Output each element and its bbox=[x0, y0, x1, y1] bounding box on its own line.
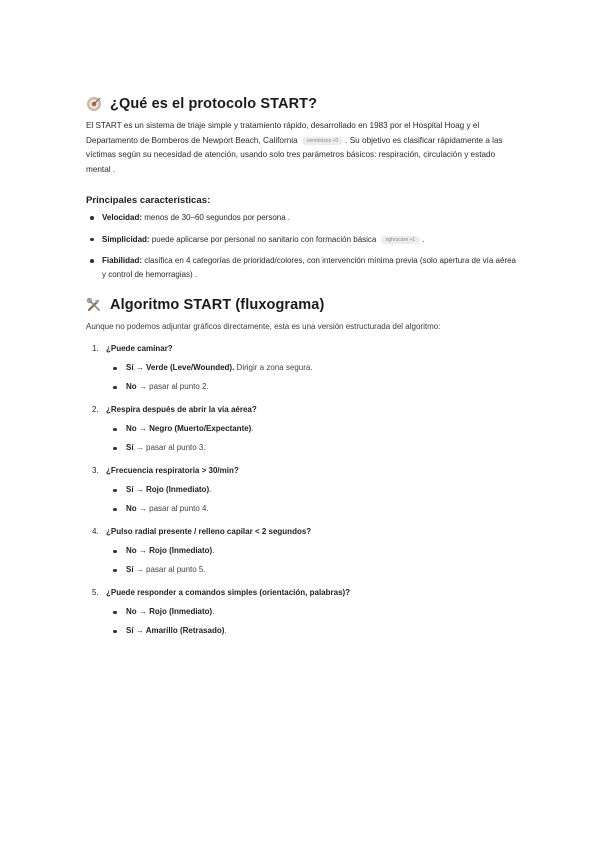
characteristics-list bbox=[86, 211, 518, 289]
step-group bbox=[92, 342, 512, 394]
answer-bold: Sí bbox=[126, 565, 134, 574]
answer-bold: Sí → Verde (Leve/Wounded). bbox=[126, 363, 235, 372]
item-text: puede aplicarse por personal no sanitario con formación básica bbox=[151, 234, 377, 244]
section-heading-algorithm bbox=[86, 297, 324, 313]
target-icon bbox=[86, 96, 102, 112]
answer-bold: No bbox=[126, 504, 137, 513]
step-answer bbox=[92, 380, 512, 394]
item-label: Fiabilidad: bbox=[102, 256, 142, 265]
answer-bold: Sí bbox=[126, 443, 134, 452]
step-answer bbox=[92, 441, 512, 455]
step-answer bbox=[92, 422, 512, 436]
answer-rest: → pasar al punto 5. bbox=[133, 565, 206, 574]
step-answer bbox=[92, 605, 512, 619]
step-number: 4. bbox=[92, 527, 99, 536]
step-answer bbox=[92, 544, 512, 558]
item-label: Simplicidad: bbox=[102, 234, 150, 244]
answer-bold: Sí → Amarillo (Retrasado) bbox=[126, 626, 225, 635]
step-answer bbox=[92, 361, 512, 375]
answer-rest: → pasar al punto 4. bbox=[136, 504, 209, 513]
step-question-text: ¿Puede caminar? bbox=[106, 344, 173, 353]
step-group bbox=[92, 525, 512, 577]
list-item bbox=[86, 254, 518, 281]
step-question bbox=[92, 342, 512, 356]
algorithm-steps bbox=[92, 342, 512, 647]
step-answer bbox=[92, 483, 512, 497]
tools-icon bbox=[86, 297, 102, 313]
answer-rest: . bbox=[224, 626, 227, 635]
step-group bbox=[92, 586, 512, 638]
item-text: . bbox=[422, 234, 425, 244]
step-number: 2. bbox=[92, 405, 99, 414]
step-number: 3. bbox=[92, 466, 99, 475]
intro-paragraph bbox=[86, 119, 518, 177]
step-question bbox=[92, 403, 512, 417]
answer-rest: . bbox=[212, 607, 215, 616]
answer-bold: Sí → Rojo (Inmediato) bbox=[126, 485, 210, 494]
step-answer bbox=[92, 624, 512, 638]
step-group bbox=[92, 403, 512, 455]
item-text: menos de 30–60 segundos por persona . bbox=[144, 213, 291, 222]
answer-rest: Dirigir a zona segura. bbox=[234, 363, 313, 372]
step-number: 5. bbox=[92, 588, 99, 597]
step-answer bbox=[92, 502, 512, 516]
answer-bold: No → Rojo (Inmediato) bbox=[126, 607, 213, 616]
list-item bbox=[86, 233, 518, 247]
answer-bold: No bbox=[126, 382, 137, 391]
step-group bbox=[92, 464, 512, 516]
item-text: clasifica en 4 categorías de prioridad/colores, con intervención mínima previa (solo apertura de vía aérea y control de hemorragias) . bbox=[102, 256, 516, 279]
section-title: ¿Qué es el protocolo START? bbox=[110, 96, 318, 112]
step-question-text: ¿Pulso radial presente / relleno capilar < 2 segundos? bbox=[106, 527, 312, 536]
paragraph-text: El START es un sistema de triaje simple y tratamiento rápido, desarrollado en 1983 por el Hospital Hoag y el Departamento de Bomberos de Newport Beach, California bbox=[86, 121, 480, 145]
characteristics-heading: Principales características: bbox=[86, 195, 211, 206]
step-question-text: ¿Respira después de abrir la vía aérea? bbox=[106, 405, 257, 414]
step-question-text: ¿Puede responder a comandos simples (orientación, palabras)? bbox=[106, 588, 351, 597]
source-chip[interactable]: cemtrinsos +0 bbox=[302, 137, 343, 145]
answer-rest: → pasar al punto 2. bbox=[136, 382, 209, 391]
source-chip[interactable]: nghrucare +1 bbox=[381, 236, 421, 244]
step-answer bbox=[92, 563, 512, 577]
list-item bbox=[86, 211, 518, 225]
answer-rest: . bbox=[251, 424, 254, 433]
answer-rest: → pasar al punto 3. bbox=[133, 443, 206, 452]
answer-rest: . bbox=[212, 546, 215, 555]
section-title: Algoritmo START (fluxograma) bbox=[110, 297, 325, 313]
answer-rest: . bbox=[209, 485, 212, 494]
answer-bold: No → Rojo (Inmediato) bbox=[126, 546, 213, 555]
item-label: Velocidad: bbox=[102, 213, 143, 222]
answer-bold: No → Negro (Muerto/Expectante) bbox=[126, 424, 252, 433]
algorithm-intro: Aunque no podemos adjuntar gráficos directamente, esta es una versión estructurada del algoritmo: bbox=[86, 322, 441, 331]
section-heading-start bbox=[86, 96, 317, 112]
step-question bbox=[92, 586, 512, 600]
step-question bbox=[92, 525, 512, 539]
step-question-text: ¿Frecuencia respiratoria > 30/min? bbox=[106, 466, 239, 475]
step-question bbox=[92, 464, 512, 478]
step-number: 1. bbox=[92, 344, 99, 353]
paragraph-text: . Su objetivo es clasificar rápidamente a las víctimas según su necesidad de atención, usando solo tres parámetros básicos: respiración, circulación y estado mental . bbox=[86, 135, 503, 174]
